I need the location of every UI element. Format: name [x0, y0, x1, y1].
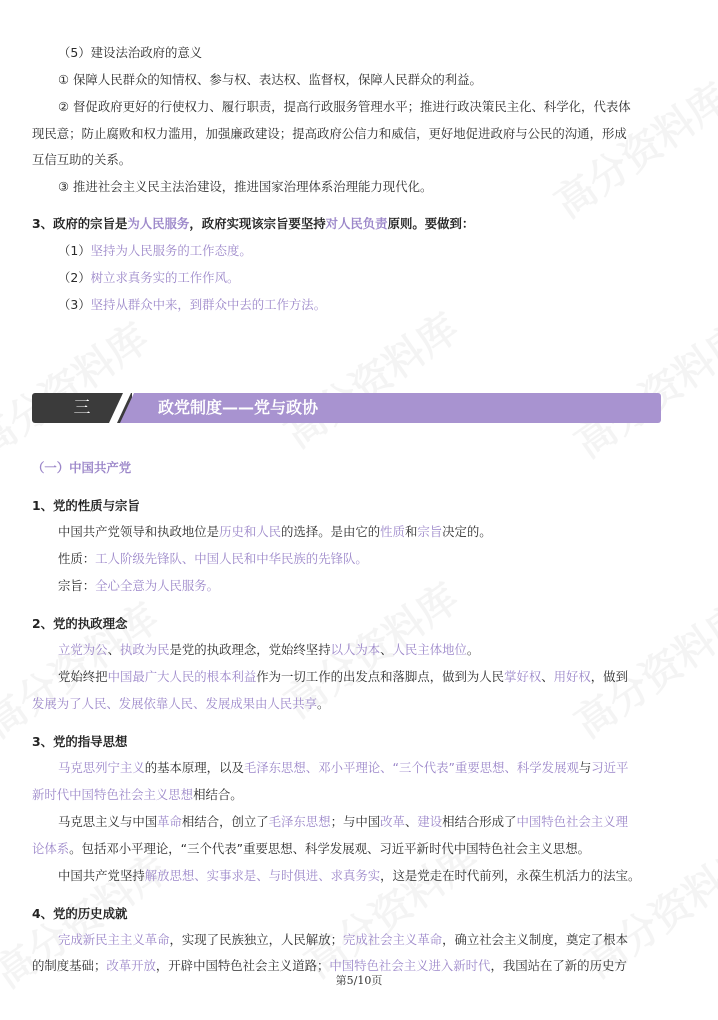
list-item: ① 保障人民群众的知情权、参与权、表达权、监督权，保障人民群众的利益。: [58, 72, 482, 87]
paragraph-line: 立党为公、执政为民是党的执政理念，党始终坚持以人为本、人民主体地位。: [58, 642, 480, 657]
watermark: [562, 308, 718, 469]
paragraph-line: 完成新民主主义革命，实现了民族独立，人民解放；完成社会主义革命，确立社会主义制度，奠定了根本: [58, 932, 628, 947]
point-heading: 1、党的性质与宗旨: [32, 498, 140, 513]
paragraph-line: 发展为了人民、发展依靠人民、发展成果由人民共享。: [32, 696, 330, 711]
paragraph-line: 中国共产党领导和执政地位是历史和人民的选择。是由它的性质和宗旨决定的。: [58, 524, 492, 539]
point-heading: 3、党的指导思想: [32, 734, 128, 749]
paragraph-line: 党始终把中国最广大人民的根本利益作为一切工作的出发点和落脚点，做到为人民掌好权、用好权，做到: [58, 669, 628, 684]
point-heading: 2、党的执政理念: [32, 616, 128, 631]
paragraph-line: 现民意；防止腐败和权力滥用，加强廉政建设；提高政府公信力和威信，更好地促进政府与公民的沟通，形成: [32, 126, 627, 141]
paragraph-line: 论体系。包括邓小平理论，“三个代表”重要思想、科学发展观、习近平新时代中国特色社会主义思想。: [32, 841, 591, 856]
keyword: 为人民服务: [127, 216, 190, 231]
paragraph-line: 互信互助的关系。: [32, 152, 132, 167]
paragraph-line: 马克思主义与中国革命相结合，创立了毛泽东思想；与中国改革、建设相结合形成了中国特色社会主义理: [58, 814, 628, 829]
subsection-heading: （一）中国共产党: [32, 460, 132, 475]
watermark: [0, 308, 158, 469]
watermark: [542, 68, 718, 229]
page-number: 第5/10页: [335, 974, 383, 987]
list-item: ③ 推进社会主义民主法治建设，推进国家治理体系治理能力现代化。: [58, 179, 433, 194]
paragraph-line: 性质：工人阶级先锋队、中国人民和中华民族的先锋队。: [58, 551, 368, 566]
paragraph-line: 中国共产党坚持解放思想、实事求是、与时俱进、求真务实，这是党走在时代前列，永葆生机活力的法宝。: [58, 868, 641, 883]
keyword: 对人民负责: [325, 216, 388, 231]
watermark: [272, 298, 469, 459]
subsection-heading: （5）建设法治政府的意义: [58, 45, 203, 60]
paragraph-line: 新时代中国特色社会主义思想相结合。: [32, 787, 243, 802]
point-heading: 4、党的历史成就: [32, 906, 128, 921]
paragraph-line: 马克思列宁主义的基本原理，以及毛泽东思想、邓小平理论、“三个代表”重要思想、科学发展观与习近平: [58, 760, 629, 775]
paragraph-line: 宗旨：全心全意为人民服务。: [58, 578, 220, 593]
point-heading: 3、政府的宗旨是为人民服务，政府实现该宗旨要坚持对人民负责原则。要做到：: [32, 216, 475, 231]
paragraph-line: ② 督促政府更好的行使权力、履行职责，提高行政服务管理水平；推进行政决策民主化、科学化，代表体: [58, 99, 631, 114]
list-item: （3）坚持从群众中来，到群众中去的工作方法。: [58, 297, 327, 312]
list-item: （1）坚持为人民服务的工作态度。: [58, 243, 252, 258]
section-number: 三: [32, 393, 132, 423]
paragraph-line: 的制度基础；改革开放，开辟中国特色社会主义道路；中国特色社会主义进入新时代，我国站在了新的历史方: [32, 958, 627, 973]
list-item: （2）树立求真务实的工作作风。: [58, 270, 240, 285]
section-title: 政党制度——党与政协: [158, 398, 319, 417]
